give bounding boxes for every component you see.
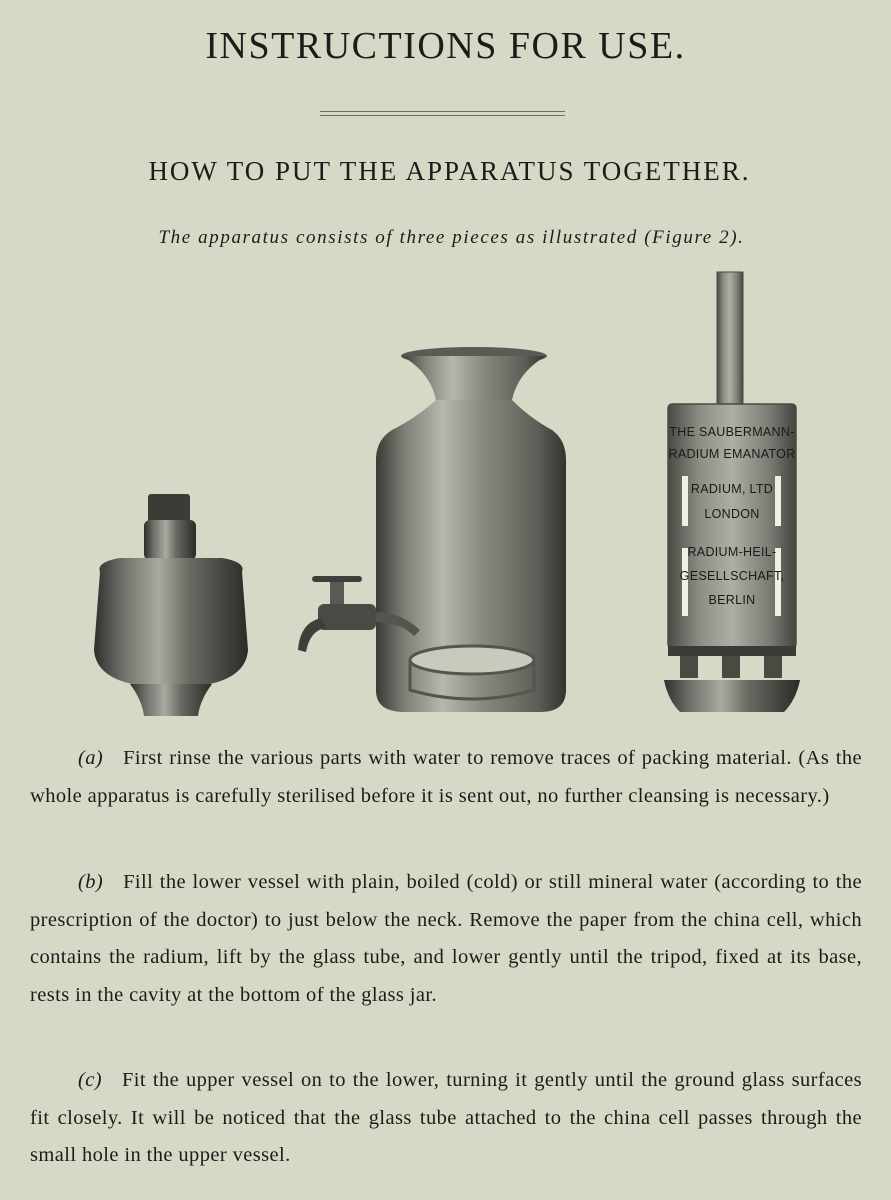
- paragraph-c: [30, 1062, 862, 1175]
- emanator-label-line5: RADIUM-HEIL-: [687, 545, 777, 559]
- figure-caption: The apparatus consists of three pieces as illustrated (Figure 2).: [158, 227, 745, 248]
- glass-jar: [298, 347, 566, 712]
- paragraph-b-marker: (b): [78, 871, 104, 893]
- emanator-label-line7: BERLIN: [708, 593, 756, 607]
- paragraph-c-text: Fit the upper vessel on to the lower, turning it gently until the ground glass surfaces fit closely. It will be noticed that the glass tube attached to the china cell passes through the small hole in the upper vessel.: [30, 1069, 862, 1166]
- apparatus-figure: [0, 260, 891, 730]
- paragraph-c-marker: (c): [78, 1069, 102, 1091]
- emanator-label-line3: RADIUM, LTD: [690, 482, 774, 496]
- emanator-label-line4: LONDON: [704, 507, 760, 521]
- paragraph-a-text: First rinse the various parts with water to remove traces of packing material. (As the whole apparatus is carefully sterilised before it is sent out, no further cleansing is necessary.): [30, 747, 862, 807]
- emanator-label-line6: GESELLSCHAFT,: [679, 569, 785, 583]
- paragraph-b: [30, 864, 862, 1014]
- paragraph-b-text: Fill the lower vessel with plain, boiled (cold) or still mineral water (according to the prescription of the doctor) to just below the neck. Remove the paper from the china cell, which contains the radium, lift by the glass tube, and lower gently until the tripod, fixed at its base, rests in the cavity at the bottom of the glass jar.: [30, 871, 862, 1006]
- radium-emanator: [664, 272, 800, 712]
- section-heading: HOW TO PUT THE APPARATUS TOGETHER.: [148, 156, 751, 186]
- emanator-label-line1: THE SAUBERMANN-: [669, 425, 795, 439]
- paragraph-a-marker: (a): [78, 747, 104, 769]
- title-rule-top: [320, 111, 565, 112]
- page-title: INSTRUCTIONS FOR USE.: [205, 25, 686, 67]
- title-rule-bottom: [320, 115, 565, 116]
- upper-vessel: [94, 494, 248, 716]
- emanator-label-line2: RADIUM EMANATOR: [668, 447, 796, 461]
- paragraph-a: [30, 740, 862, 815]
